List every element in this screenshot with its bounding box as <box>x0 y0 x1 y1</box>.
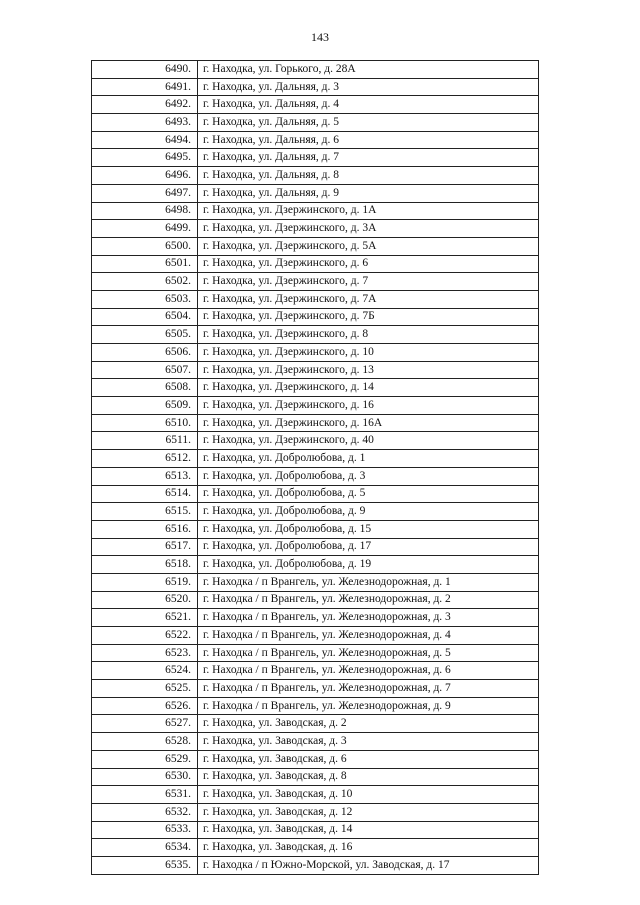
row-number: 6532. <box>92 803 198 821</box>
row-number: 6502. <box>92 273 198 291</box>
table-row <box>92 856 539 874</box>
table-row <box>92 432 539 450</box>
row-number: 6523. <box>92 644 198 662</box>
table-row <box>92 184 539 202</box>
address-table-body <box>92 61 539 875</box>
row-address: г. Находка, ул. Дзержинского, д. 13 <box>198 361 539 379</box>
row-number: 6499. <box>92 220 198 238</box>
row-number: 6497. <box>92 184 198 202</box>
table-row <box>92 609 539 627</box>
table-row <box>92 503 539 521</box>
row-number: 6528. <box>92 733 198 751</box>
table-row <box>92 326 539 344</box>
table-row <box>92 644 539 662</box>
row-number: 6507. <box>92 361 198 379</box>
row-number: 6520. <box>92 591 198 609</box>
row-number: 6513. <box>92 467 198 485</box>
row-address: г. Находка, ул. Дзержинского, д. 3А <box>198 220 539 238</box>
row-address: г. Находка, ул. Дальняя, д. 3 <box>198 78 539 96</box>
row-address: г. Находка, ул. Добролюбова, д. 9 <box>198 503 539 521</box>
row-address: г. Находка, ул. Дальняя, д. 5 <box>198 114 539 132</box>
table-row <box>92 821 539 839</box>
row-number: 6492. <box>92 96 198 114</box>
row-address: г. Находка, ул. Заводская, д. 16 <box>198 839 539 857</box>
row-address: г. Находка, ул. Дальняя, д. 7 <box>198 149 539 167</box>
row-number: 6518. <box>92 556 198 574</box>
table-row <box>92 839 539 857</box>
row-number: 6493. <box>92 114 198 132</box>
table-row <box>92 485 539 503</box>
table-row <box>92 680 539 698</box>
table-row <box>92 556 539 574</box>
row-address: г. Находка, ул. Добролюбова, д. 17 <box>198 538 539 556</box>
row-address: г. Находка, ул. Дзержинского, д. 16 <box>198 397 539 415</box>
row-number: 6535. <box>92 856 198 874</box>
row-address: г. Находка, ул. Дзержинского, д. 7 <box>198 273 539 291</box>
row-address: г. Находка / п Врангель, ул. Железнодорожная, д. 4 <box>198 627 539 645</box>
table-row <box>92 290 539 308</box>
row-address: г. Находка, ул. Добролюбова, д. 5 <box>198 485 539 503</box>
row-number: 6525. <box>92 680 198 698</box>
row-address: г. Находка, ул. Дзержинского, д. 16А <box>198 414 539 432</box>
row-address: г. Находка, ул. Дзержинского, д. 7А <box>198 290 539 308</box>
table-row <box>92 450 539 468</box>
row-number: 6519. <box>92 573 198 591</box>
table-row <box>92 627 539 645</box>
row-address: г. Находка, ул. Дзержинского, д. 8 <box>198 326 539 344</box>
row-number: 6534. <box>92 839 198 857</box>
row-address: г. Находка / п Южно-Морской, ул. Заводская, д. 17 <box>198 856 539 874</box>
address-table <box>91 60 539 875</box>
table-row <box>92 538 539 556</box>
row-address: г. Находка / п Врангель, ул. Железнодорожная, д. 7 <box>198 680 539 698</box>
table-row <box>92 344 539 362</box>
table-row <box>92 220 539 238</box>
row-number: 6510. <box>92 414 198 432</box>
row-address: г. Находка / п Врангель, ул. Железнодорожная, д. 6 <box>198 662 539 680</box>
table-row <box>92 78 539 96</box>
table-row <box>92 733 539 751</box>
row-address: г. Находка, ул. Заводская, д. 8 <box>198 768 539 786</box>
row-address: г. Находка, ул. Заводская, д. 2 <box>198 715 539 733</box>
row-address: г. Находка, ул. Дальняя, д. 8 <box>198 167 539 185</box>
row-address: г. Находка, ул. Дзержинского, д. 1А <box>198 202 539 220</box>
row-number: 6530. <box>92 768 198 786</box>
row-address: г. Находка, ул. Заводская, д. 10 <box>198 786 539 804</box>
row-number: 6533. <box>92 821 198 839</box>
row-number: 6514. <box>92 485 198 503</box>
row-address: г. Находка, ул. Горького, д. 28А <box>198 61 539 79</box>
table-row <box>92 255 539 273</box>
table-row <box>92 786 539 804</box>
row-address: г. Находка / п Врангель, ул. Железнодорожная, д. 9 <box>198 697 539 715</box>
row-number: 6527. <box>92 715 198 733</box>
row-number: 6506. <box>92 344 198 362</box>
table-row <box>92 361 539 379</box>
row-number: 6501. <box>92 255 198 273</box>
table-row <box>92 573 539 591</box>
table-row <box>92 237 539 255</box>
row-address: г. Находка, ул. Добролюбова, д. 1 <box>198 450 539 468</box>
row-address: г. Находка, ул. Дзержинского, д. 40 <box>198 432 539 450</box>
table-row <box>92 114 539 132</box>
row-number: 6491. <box>92 78 198 96</box>
row-address: г. Находка, ул. Дзержинского, д. 7Б <box>198 308 539 326</box>
row-address: г. Находка / п Врангель, ул. Железнодорожная, д. 1 <box>198 573 539 591</box>
row-number: 6521. <box>92 609 198 627</box>
row-number: 6496. <box>92 167 198 185</box>
table-row <box>92 167 539 185</box>
row-number: 6531. <box>92 786 198 804</box>
row-address: г. Находка, ул. Добролюбова, д. 3 <box>198 467 539 485</box>
table-row <box>92 768 539 786</box>
row-address: г. Находка, ул. Дзержинского, д. 5А <box>198 237 539 255</box>
row-number: 6515. <box>92 503 198 521</box>
row-address: г. Находка, ул. Дзержинского, д. 10 <box>198 344 539 362</box>
table-row <box>92 697 539 715</box>
row-number: 6517. <box>92 538 198 556</box>
row-address: г. Находка, ул. Заводская, д. 12 <box>198 803 539 821</box>
table-row <box>92 379 539 397</box>
row-number: 6512. <box>92 450 198 468</box>
row-number: 6524. <box>92 662 198 680</box>
row-address: г. Находка, ул. Дальняя, д. 9 <box>198 184 539 202</box>
row-number: 6500. <box>92 237 198 255</box>
table-row <box>92 273 539 291</box>
row-number: 6503. <box>92 290 198 308</box>
row-address: г. Находка, ул. Дзержинского, д. 14 <box>198 379 539 397</box>
row-number: 6522. <box>92 627 198 645</box>
row-address: г. Находка / п Врангель, ул. Железнодорожная, д. 5 <box>198 644 539 662</box>
row-number: 6516. <box>92 520 198 538</box>
table-row <box>92 750 539 768</box>
row-address: г. Находка, ул. Заводская, д. 3 <box>198 733 539 751</box>
page-number: 143 <box>311 30 329 44</box>
row-number: 6494. <box>92 131 198 149</box>
row-address: г. Находка / п Врангель, ул. Железнодорожная, д. 3 <box>198 609 539 627</box>
row-address: г. Находка, ул. Добролюбова, д. 19 <box>198 556 539 574</box>
table-row <box>92 96 539 114</box>
row-number: 6504. <box>92 308 198 326</box>
row-address: г. Находка, ул. Добролюбова, д. 15 <box>198 520 539 538</box>
row-number: 6511. <box>92 432 198 450</box>
table-row <box>92 520 539 538</box>
table-row <box>92 202 539 220</box>
row-number: 6526. <box>92 697 198 715</box>
table-row <box>92 149 539 167</box>
row-number: 6505. <box>92 326 198 344</box>
row-number: 6508. <box>92 379 198 397</box>
table-row <box>92 715 539 733</box>
row-number: 6490. <box>92 61 198 79</box>
table-row <box>92 61 539 79</box>
table-row <box>92 467 539 485</box>
table-row <box>92 662 539 680</box>
row-number: 6509. <box>92 397 198 415</box>
table-row <box>92 397 539 415</box>
table-row <box>92 308 539 326</box>
row-address: г. Находка / п Врангель, ул. Железнодорожная, д. 2 <box>198 591 539 609</box>
row-number: 6529. <box>92 750 198 768</box>
row-number: 6498. <box>92 202 198 220</box>
table-row <box>92 414 539 432</box>
row-address: г. Находка, ул. Дальняя, д. 6 <box>198 131 539 149</box>
table-row <box>92 803 539 821</box>
table-row <box>92 591 539 609</box>
row-address: г. Находка, ул. Дзержинского, д. 6 <box>198 255 539 273</box>
row-address: г. Находка, ул. Заводская, д. 14 <box>198 821 539 839</box>
table-row <box>92 131 539 149</box>
row-address: г. Находка, ул. Дальняя, д. 4 <box>198 96 539 114</box>
row-number: 6495. <box>92 149 198 167</box>
row-address: г. Находка, ул. Заводская, д. 6 <box>198 750 539 768</box>
